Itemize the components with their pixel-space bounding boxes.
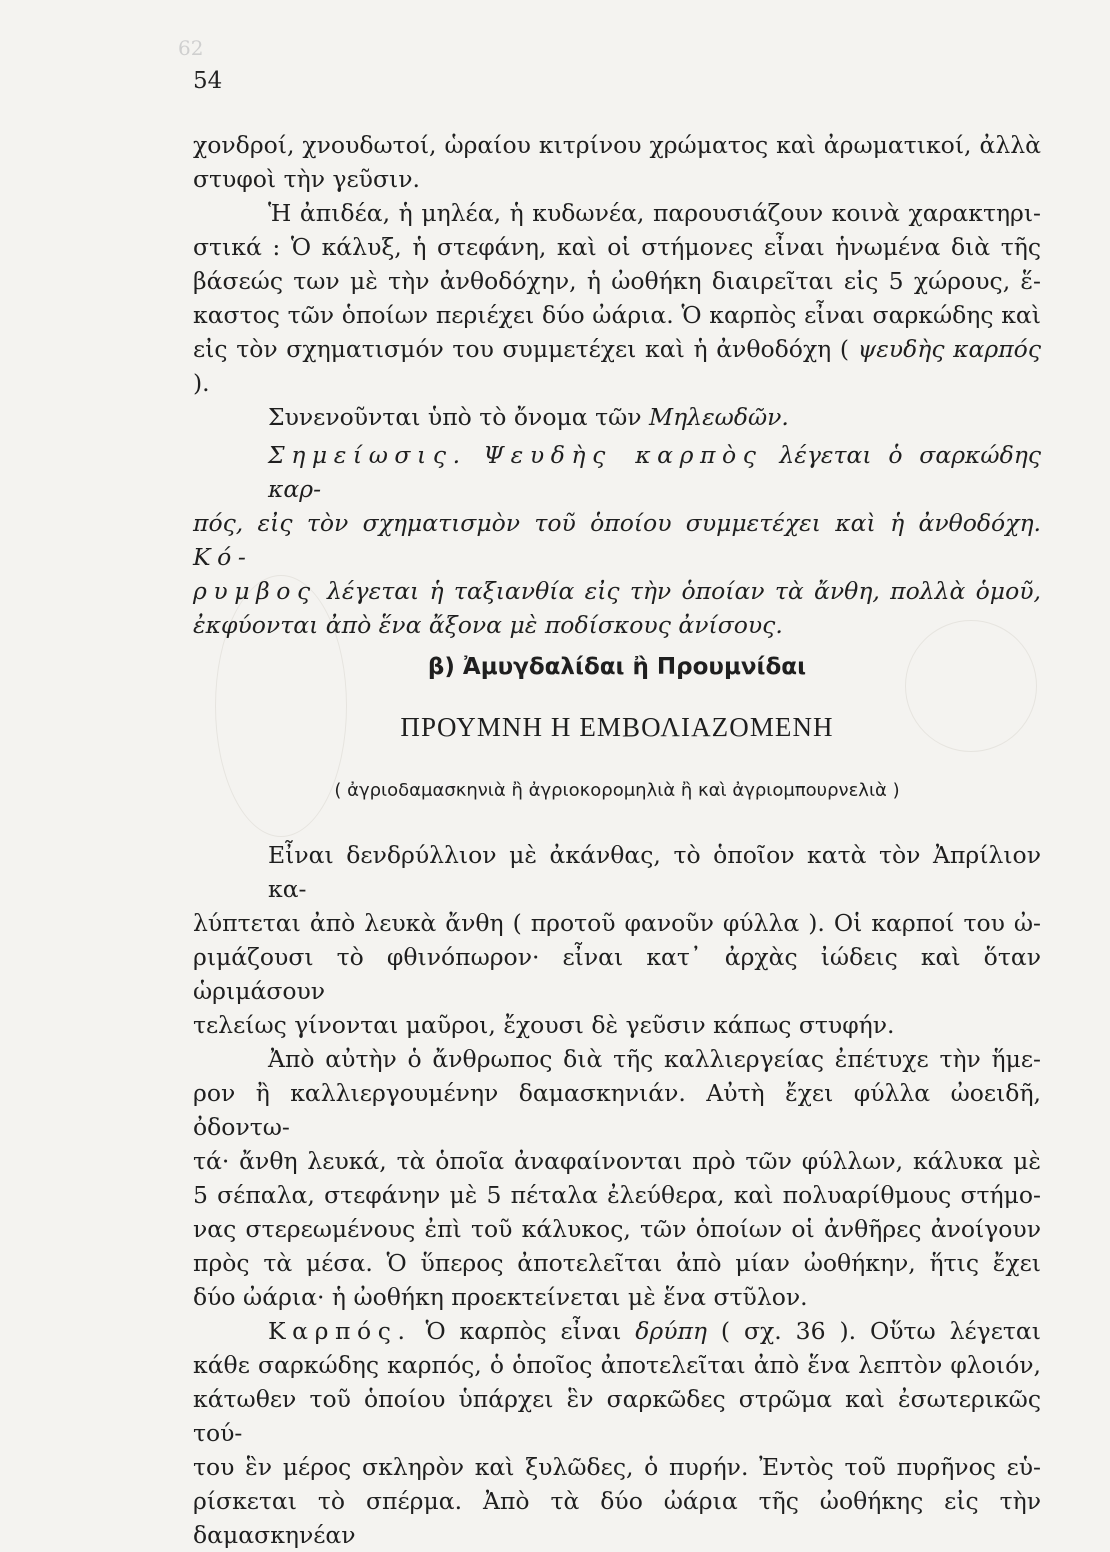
text-line bbox=[193, 1314, 1041, 1348]
text-line: νας στερεωμένους ἐπὶ τοῦ κάλυκος, τῶν ὁποίων οἱ ἀνθῆρες ἀνοίγουν bbox=[193, 1215, 1041, 1243]
note-term: Κό- bbox=[193, 543, 253, 571]
text-fragment: εἰς τὸν σχηματισμόν του συμμετέχει καὶ ἡ ἀνθοδόχη ( bbox=[193, 335, 850, 363]
text-fragment: ( σχ. 36 ). Οὕτω λέγεται bbox=[720, 1317, 1041, 1345]
note-text: λέγεται ὁ σαρκώδης καρ- bbox=[268, 441, 1041, 503]
note-line bbox=[193, 574, 1041, 608]
note-line bbox=[193, 506, 1041, 574]
note-line: ἐκφύονται ἀπὸ ἕνα ἄξονα μὲ ποδίσκους ἀνίσους. bbox=[193, 611, 783, 639]
note-label: Σημείωσις. bbox=[268, 441, 467, 469]
text-line: ρον ἢ καλλιεργουμένην δαμασκηνιάν. Αὐτὴ ἔχει φύλλα ὠοειδῆ, ὀδοντω- bbox=[193, 1079, 1041, 1141]
text-line: λύπτεται ἀπὸ λευκὰ ἄνθη ( προτοῦ φανοῦν φύλλα ). Οἱ καρποί του ὠ- bbox=[193, 909, 1041, 937]
text-line: του ἓν μέρος σκληρὸν καὶ ξυλῶδες, ὁ πυρήν. Ἐντὸς τοῦ πυρῆνος εὑ- bbox=[193, 1453, 1041, 1481]
note-block bbox=[193, 438, 1041, 642]
text-line: τά· ἄνθη λευκά, τὰ ὁποῖα ἀναφαίνονται πρὸ τῶν φύλλων, κάλυκα μὲ bbox=[193, 1147, 1041, 1175]
bleed-through-page-number: 62 bbox=[178, 36, 204, 60]
text-line: καστος τῶν ὁποίων περιέχει δύο ὠάρια. Ὁ καρπὸς εἶναι σαρκώδης καὶ bbox=[193, 301, 1041, 329]
text-line: Ἡ ἀπιδέα, ἡ μηλέα, ἡ κυδωνέα, παρουσιάζουν κοινὰ χαρακτηρι- bbox=[268, 199, 1041, 227]
text-line: Εἶναι δενδρύλλιον μὲ ἀκάνθας, τὸ ὁποῖον κατὰ τὸν Ἀπρίλιον κα- bbox=[268, 841, 1041, 903]
body-text bbox=[193, 838, 1041, 1552]
text-line: κάτωθεν τοῦ ὁποίου ὑπάρχει ἓν σαρκῶδες στρῶμα καὶ ἐσωτερικῶς τού- bbox=[193, 1385, 1041, 1447]
text-line: 5 σέπαλα, στεφάνην μὲ 5 πέταλα ἐλεύθερα, καὶ πολυαρίθμους στήμο- bbox=[193, 1181, 1041, 1209]
page-number: 54 bbox=[193, 68, 223, 94]
text-line bbox=[193, 332, 1041, 400]
text-fragment: ). bbox=[193, 369, 210, 397]
text-line: ρίσκεται τὸ σπέρμα. Ἀπὸ τὰ δύο ὠάρια τῆς ὠοθήκης εἰς τὴν δαμασκηνέαν bbox=[193, 1487, 1041, 1549]
text-fragment: Συνενοῦνται ὑπὸ τὸ ὄνομα τῶν bbox=[268, 403, 642, 431]
note-term: Ψευδὴς καρπὸς bbox=[483, 441, 763, 469]
note-text: πός, εἰς τὸν σχηματισμὸν τοῦ ὁποίου συμμετέχει καὶ ἡ ἀνθοδόχη. bbox=[193, 509, 1041, 537]
text-fragment: Ὁ καρπὸς εἶναι bbox=[425, 1317, 622, 1345]
text-line: πρὸς τὰ μέσα. Ὁ ὕπερος ἀποτελεῖται ἀπὸ μίαν ὠοθήκην, ἥτις ἔχει bbox=[193, 1249, 1041, 1277]
note-line bbox=[193, 438, 1041, 506]
section-heading: β) Ἀμυγδαλίδαι ἢ Προυμνίδαι bbox=[427, 654, 807, 680]
common-names: ( ἀγριοδαμασκηνιὰ ἢ ἀγριοκορομηλιὰ ἢ καὶ ἀγριομπουρνελιὰ ) bbox=[334, 780, 900, 801]
text-line bbox=[193, 400, 1041, 434]
intro-paragraph bbox=[193, 128, 1041, 434]
italic-term: δρύπη bbox=[635, 1317, 708, 1345]
text-line: στικά : Ὁ κάλυξ, ἡ στεφάνη, καὶ οἱ στήμονες εἶναι ἡνωμένα διὰ τῆς bbox=[193, 233, 1041, 261]
text-line: Ἀπὸ αὐτὴν ὁ ἄνθρωπος διὰ τῆς καλλιεργείας ἐπέτυχε τὴν ἥμε- bbox=[268, 1045, 1041, 1073]
text-line: βάσεώς των μὲ τὴν ἀνθοδόχην, ἡ ὠοθήκη διαιρεῖται εἰς 5 χώρους, ἕ- bbox=[193, 267, 1041, 295]
text-line: τελείως γίνονται μαῦροι, ἔχουσι δὲ γεῦσιν κάπως στυφήν. bbox=[193, 1011, 895, 1039]
text-line: χονδροί, χνουδωτοί, ὡραίου κιτρίνου χρώματος καὶ ἀρωματικοί, ἀλλὰ bbox=[193, 131, 1041, 159]
note-text: λέγεται ἡ ταξιανθία εἰς τὴν ὁποίαν τὰ ἄνθη, πολλὰ ὁμοῦ, bbox=[327, 577, 1041, 605]
inline-label: Καρπός. bbox=[268, 1317, 412, 1345]
italic-term: Μηλεωδῶν. bbox=[649, 403, 789, 431]
species-title: ΠΡΟΥΜΝΗ Η ΕΜΒΟΛΙΑΖΟΜΕΝΗ bbox=[400, 712, 834, 742]
text-line: δύο ὠάρια· ἡ ὠοθήκη προεκτείνεται μὲ ἕνα στῦλον. bbox=[193, 1283, 808, 1311]
text-line: κάθε σαρκώδης καρπός, ὁ ὁποῖος ἀποτελεῖται ἀπὸ ἕνα λεπτὸν φλοιόν, bbox=[193, 1351, 1041, 1379]
text-line: ριμάζουσι τὸ φθινόπωρον· εἶναι κατ᾿ ἀρχὰς ἰώδεις καὶ ὅταν ὡριμάσουν bbox=[193, 943, 1041, 1005]
italic-term: ψευδὴς καρπός bbox=[857, 335, 1041, 363]
text-line: στυφοὶ τὴν γεῦσιν. bbox=[193, 165, 420, 193]
note-term: ρυμβος bbox=[193, 577, 317, 605]
